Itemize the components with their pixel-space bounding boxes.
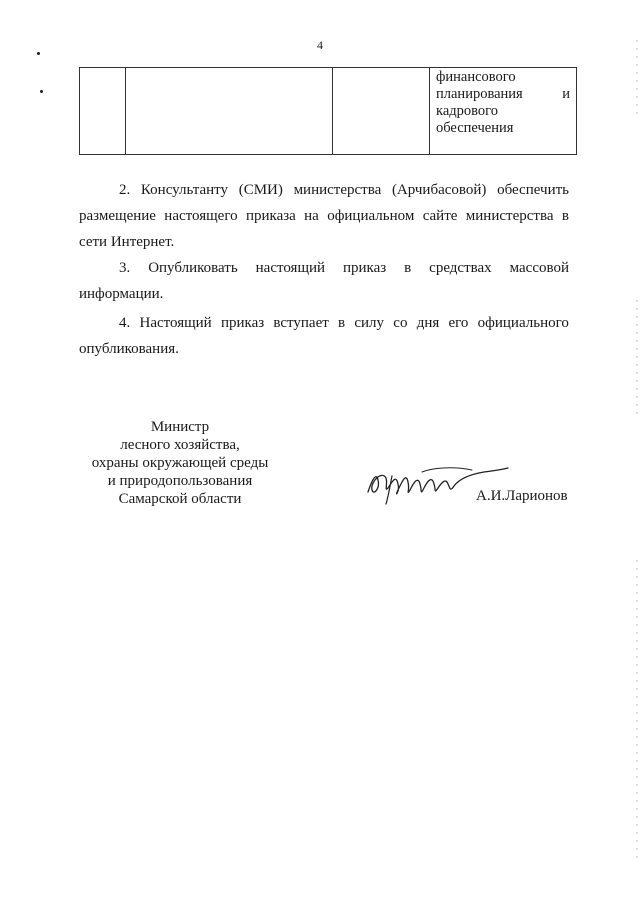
word: обеспечить xyxy=(497,182,569,198)
scan-edge-marks xyxy=(634,0,640,905)
cell-line: обеспечения xyxy=(436,120,514,136)
table-row xyxy=(80,68,577,155)
word: приказа xyxy=(245,208,296,224)
signer-name: А.И.Ларионов xyxy=(476,488,568,504)
text-line xyxy=(79,177,569,203)
word: в xyxy=(561,208,569,224)
word: официального xyxy=(477,315,569,331)
word: со xyxy=(393,315,408,331)
continued-table xyxy=(79,67,577,155)
table-cell-responsibility xyxy=(430,68,577,155)
word: средствах xyxy=(429,260,492,276)
word: (СМИ) xyxy=(238,182,283,198)
word: размещение xyxy=(79,208,156,224)
word: официальном xyxy=(327,208,415,224)
word: (Арчибасовой) xyxy=(391,182,487,198)
word: министерства xyxy=(465,208,554,224)
text-line: сети Интернет. xyxy=(79,234,175,250)
position-line: Министр xyxy=(150,419,210,435)
word: на xyxy=(304,208,319,224)
position-line: Самарской области xyxy=(118,491,242,507)
text-line xyxy=(79,203,569,229)
page-number: 4 xyxy=(317,38,323,52)
word: массовой xyxy=(509,260,569,276)
item-4-paragraph xyxy=(79,310,569,362)
word: силу xyxy=(354,315,385,331)
word: настоящий xyxy=(255,260,326,276)
margin-dot xyxy=(40,90,43,93)
item-2-paragraph xyxy=(79,177,569,255)
margin-dot xyxy=(37,52,40,55)
text-line xyxy=(79,255,569,281)
item-3-paragraph xyxy=(79,255,569,307)
text-line: информации. xyxy=(79,286,164,302)
word: его xyxy=(448,315,469,331)
cell-word: и xyxy=(562,86,570,102)
word: настоящего xyxy=(164,208,238,224)
position-line: охраны окружающей среды xyxy=(91,455,269,471)
word: Настоящий xyxy=(139,315,212,331)
table-cell xyxy=(80,68,126,155)
word: 4. xyxy=(119,315,131,331)
word: 3. xyxy=(119,260,131,276)
word: Опубликовать xyxy=(148,260,238,276)
text-line xyxy=(79,310,569,336)
word: в xyxy=(338,315,346,331)
cell-word: планирования xyxy=(436,86,523,102)
word: министерства xyxy=(293,182,382,198)
word: приказ xyxy=(343,260,387,276)
word: дня xyxy=(416,315,440,331)
word: приказ xyxy=(220,315,265,331)
position-line: и природопользования xyxy=(107,473,253,489)
cell-line xyxy=(436,86,570,103)
position-line: лесного хозяйства, xyxy=(120,437,240,453)
word: 2. xyxy=(119,182,131,198)
table-cell xyxy=(333,68,430,155)
word: вступает xyxy=(273,315,329,331)
word: сайте xyxy=(422,208,458,224)
signer-position xyxy=(80,418,280,508)
word: в xyxy=(404,260,412,276)
text-line: опубликования. xyxy=(79,341,179,357)
word: Консультанту xyxy=(140,182,229,198)
table-cell xyxy=(126,68,333,155)
cell-line: финансового xyxy=(436,69,516,85)
cell-line: кадрового xyxy=(436,103,498,119)
